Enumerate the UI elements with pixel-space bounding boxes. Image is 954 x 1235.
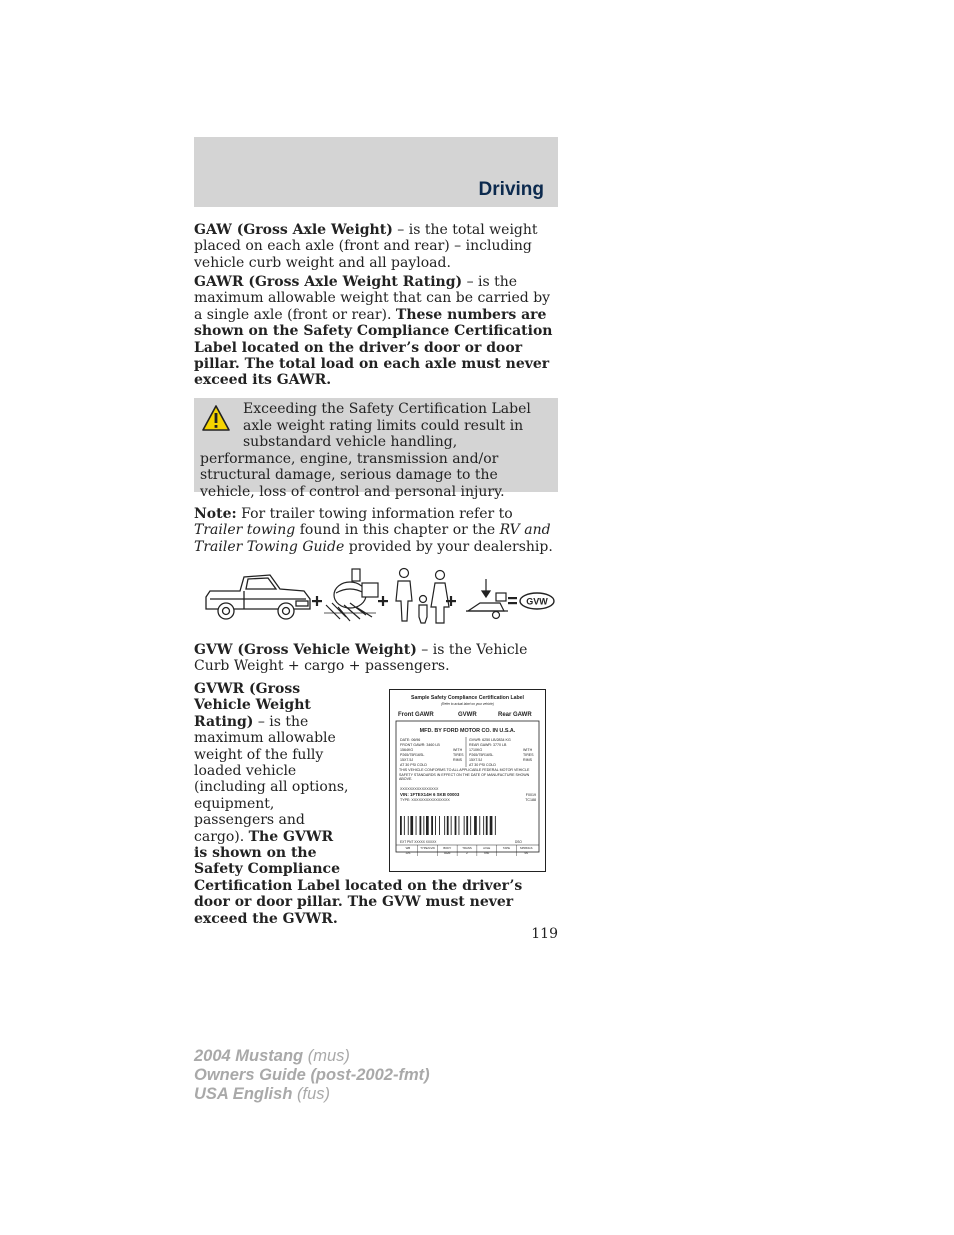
note-text-2: found in this chapter or the xyxy=(295,522,500,539)
document-footer xyxy=(194,1047,430,1104)
gvwr-term: GVWR (Gross Vehicle Weight Rating) xyxy=(194,681,311,730)
barcode-bar xyxy=(444,816,445,835)
trailer-tongue-icon xyxy=(466,579,508,619)
barcode-bar xyxy=(479,816,480,835)
label-right-line: REAR GAWR: 3770 LB xyxy=(469,743,507,747)
gawr-bold-text: These numbers are shown on the Safety Compliance Certification Label located on the driver’s door or door pillar. The total load on each axle must never exceed its GAWR. xyxy=(194,306,553,389)
barcode-bar xyxy=(447,816,449,835)
label-table-header: WB xyxy=(405,846,411,850)
barcode-bar xyxy=(451,816,452,835)
barcode-bar xyxy=(439,816,440,835)
label-right-line: GVWR: 6250 LB/2834 KG xyxy=(469,738,511,742)
note-label: Note: xyxy=(194,506,237,522)
barcode-bar xyxy=(410,816,413,835)
label-table-value: REM xyxy=(444,851,451,855)
gvw-ellipse-label: GVW xyxy=(526,596,548,607)
label-barcode xyxy=(400,816,496,835)
label-vin: VIN: 1FTEX14H 6 SKB 00003 xyxy=(400,792,460,797)
label-xs: XXXXXXXXXXXXXXXX xyxy=(400,787,439,791)
barcode-bar xyxy=(470,816,471,835)
gvw-paragraph xyxy=(194,642,558,675)
trailer-towing-ref: Trailer towing xyxy=(194,522,296,539)
label-dso: DSO xyxy=(515,840,522,844)
footer-line-1 xyxy=(194,1047,430,1066)
footer-line-3 xyxy=(194,1085,430,1104)
warning-text: Exceeding the Safety Certification Label axle weight rating limits could result in substandard vehicle handling, performance, engine, transmission and/or structural damage, serious damage to the vehicle, loss of control and personal injury. xyxy=(200,401,531,500)
certification-label-sample xyxy=(389,689,546,872)
label-right-line: AT 30 PSI COLD xyxy=(469,763,497,767)
label-table-header: TAPE xyxy=(502,846,510,850)
gaw-paragraph xyxy=(194,222,558,271)
label-table-header: SPRINGS xyxy=(519,846,533,850)
label-table-header: BODY xyxy=(443,846,452,850)
gaw-term: GAW (Gross Axle Weight) xyxy=(194,222,393,238)
barcode-bar xyxy=(420,816,422,835)
footer-language-code: (fus) xyxy=(292,1085,330,1103)
note-text-3: provided by your dealership. xyxy=(344,538,553,555)
label-table-value: 13S xyxy=(405,851,411,855)
label-title: Sample Safety Compliance Certification Label xyxy=(410,695,525,701)
plus-sign xyxy=(378,596,388,606)
page-number: 119 xyxy=(531,926,558,942)
barcode-bar xyxy=(455,816,457,835)
barcode-bar xyxy=(416,816,417,835)
barcode-bar xyxy=(490,816,493,835)
section-title: Driving xyxy=(478,179,544,200)
plus-sign xyxy=(312,596,322,606)
barcode-bar xyxy=(486,816,488,835)
label-tires-right: TIRES xyxy=(523,753,534,757)
cargo-icon xyxy=(324,569,378,621)
label-col-gvwr: GVWR xyxy=(458,712,477,718)
label-left-line: AT 30 PSI COLD xyxy=(400,763,428,767)
passengers-icon xyxy=(396,569,449,624)
label-conformity-statement: THIS VEHICLE CONFORMS TO ALL APPLICABLE FEDERAL MOTOR VEHICLE SAFETY STANDARDS IN EFFECT ON THE DATE OF MANUFACTURE SHOWN ABOVE. xyxy=(399,768,530,782)
pickup-truck-icon xyxy=(206,575,310,619)
label-table-value: 9N xyxy=(524,851,528,855)
label-right-line: P265/75R16SL xyxy=(469,753,494,757)
label-tires-left: TIRES xyxy=(453,753,464,757)
note-paragraph xyxy=(194,506,558,555)
label-ext-paint: EXT PNT XXXXX XXXXX xyxy=(400,840,437,844)
label-with-right: WITH xyxy=(523,748,533,752)
barcode-bar xyxy=(435,816,436,835)
rv-guide-ref: RV and Trailer Towing Guide xyxy=(194,522,551,555)
gvw-text: – is the Vehicle Curb Weight + cargo + passengers. xyxy=(194,642,528,675)
label-table-header: TYPE/GVW xyxy=(420,846,435,850)
label-rims-right: RIMS xyxy=(523,758,532,762)
gawr-text: – is the maximum allowable weight that can be carried by a single axle (front or rear). xyxy=(194,274,551,323)
gvw-diagram xyxy=(200,565,558,631)
label-left-lines xyxy=(400,738,440,767)
label-col-front-gawr: Front GAWR xyxy=(398,712,434,718)
label-rims-left: RIMS xyxy=(453,758,462,762)
gvwr-text: – is the maximum allowable weight of the fully loaded vehicle (including all options, equipment, passengers and cargo). xyxy=(194,713,349,845)
label-table-value: K60 xyxy=(484,851,490,855)
section-header xyxy=(194,137,558,207)
barcode-bar xyxy=(408,816,409,835)
barcode-bar xyxy=(466,816,468,835)
label-type: TYPE: XXXXXXXXXXXXXXXX xyxy=(400,798,450,802)
barcode-bar xyxy=(404,816,405,835)
label-code-1: F0019 xyxy=(525,793,536,797)
label-left-line: DATE: 06/96 xyxy=(400,738,421,742)
note-text-1: For trailer towing information refer to xyxy=(236,506,513,522)
label-table-header: AXLE xyxy=(483,846,491,850)
barcode-bar xyxy=(400,816,402,835)
label-left-line: 15X7.5J xyxy=(400,758,414,762)
barcode-bar xyxy=(423,816,424,835)
label-table-value: Z xyxy=(466,851,468,855)
barcode-bar xyxy=(495,816,496,835)
barcode-bar xyxy=(474,816,477,835)
gvw-ellipse-icon xyxy=(520,593,554,609)
label-subtitle: (Refer to actual label on your vehicle) xyxy=(441,702,494,706)
gawr-paragraph xyxy=(194,274,558,389)
label-right-line: 15X7.5J xyxy=(469,758,483,762)
gvwr-bold-text: The GVWR is shown on the Safety Compliance Certification Label located on the driver’s door or door pillar. The GVW must never exceed the GVWR. xyxy=(194,828,523,927)
equals-sign xyxy=(508,597,517,604)
gaw-text: – is the total weight placed on each axle (front and rear) – including vehicle curb weight and all payload. xyxy=(194,222,538,271)
gvw-term: GVW (Gross Vehicle Weight) xyxy=(194,642,417,658)
label-code-2: TC188 xyxy=(525,798,536,802)
barcode-bar xyxy=(426,816,429,835)
label-right-line: 1710KG xyxy=(469,748,483,752)
footer-model: 2004 Mustang xyxy=(194,1047,304,1065)
label-table-header: TRANS xyxy=(462,846,472,850)
label-left-line: P265/75R16SL xyxy=(400,753,425,757)
label-with-left: WITH xyxy=(453,748,463,752)
barcode-bar xyxy=(431,816,433,835)
barcode-bar xyxy=(459,816,460,835)
barcode-bar xyxy=(483,816,484,835)
barcode-bar xyxy=(464,816,465,835)
label-left-line: FRONT GAWR: 3460 LB xyxy=(400,743,440,747)
label-right-lines xyxy=(469,738,511,767)
label-mfd: MFD. BY FORD MOTOR CO. IN U.S.A. xyxy=(419,728,516,734)
footer-model-code: (mus) xyxy=(303,1047,350,1065)
gawr-term: GAWR (Gross Axle Weight Rating) xyxy=(194,274,463,290)
label-left-line: 1564KG xyxy=(400,748,414,752)
footer-language: USA English xyxy=(194,1085,293,1103)
label-col-rear-gawr: Rear GAWR xyxy=(498,712,532,718)
warning-box xyxy=(194,398,558,500)
footer-line-2: Owners Guide (post-2002-fmt) xyxy=(194,1066,430,1084)
